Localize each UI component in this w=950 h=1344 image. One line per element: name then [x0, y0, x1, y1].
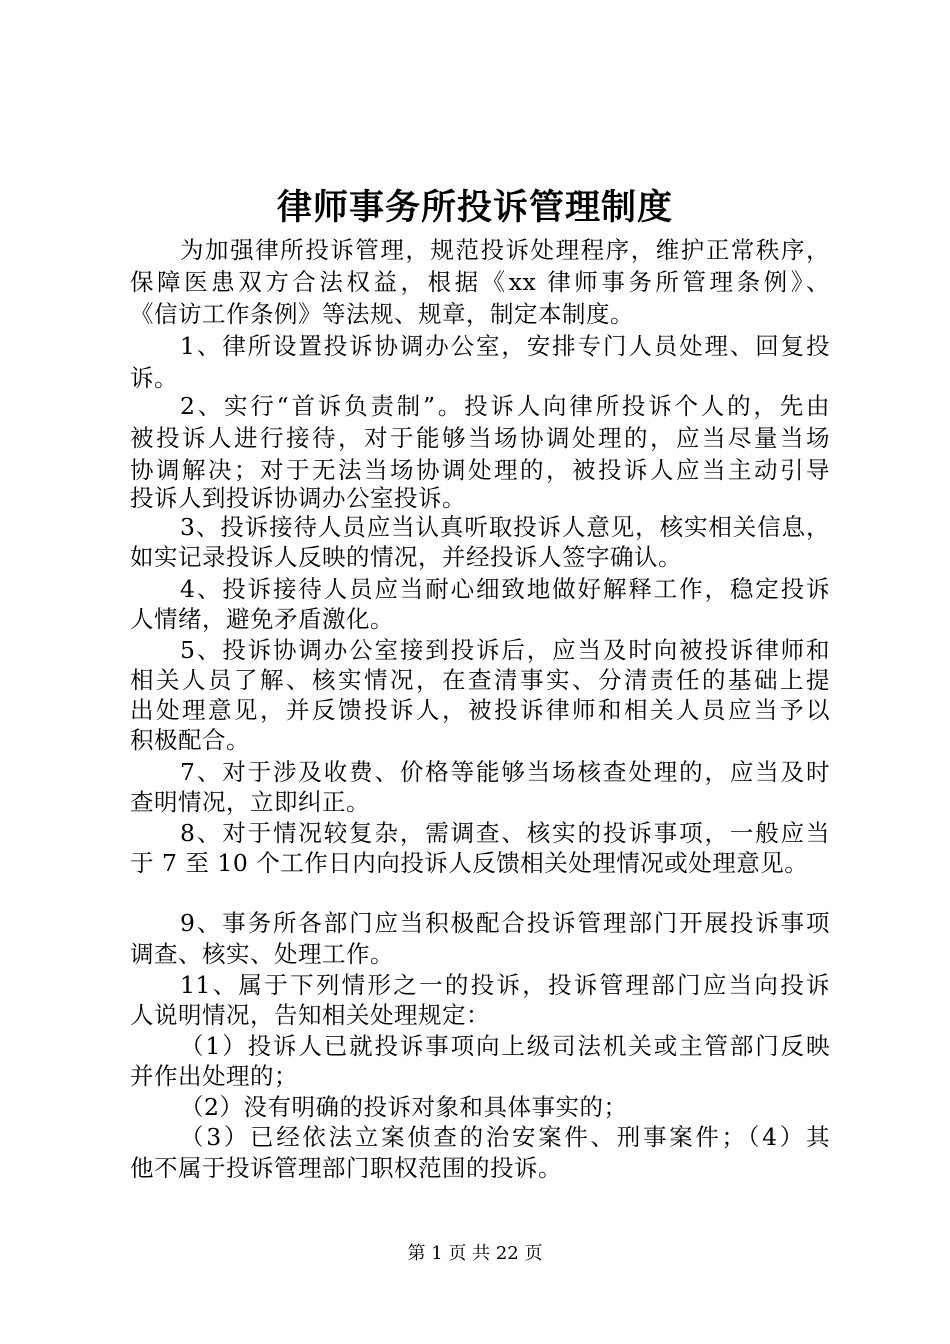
text-line: 被投诉人进行接待，对于能够当场协调处理的，应当尽量当场 [130, 424, 830, 452]
text-line: 人说明情况，告知相关处理规定： [130, 1001, 490, 1029]
text-line: 1、律所设置投诉协调办公室，安排专门人员处理、回复投 [180, 332, 830, 360]
text-line: 5、投诉协调办公室接到投诉后，应当及时向被投诉律师和 [180, 636, 830, 664]
text-line: 11、属于下列情形之一的投诉，投诉管理部门应当向投诉 [180, 971, 830, 999]
text-line: （1）投诉人已就投诉事项向上级司法机关或主管部门反映 [180, 1032, 830, 1060]
text-line: 协调解决；对于无法当场协调处理的，被投诉人应当主动引导 [130, 456, 830, 484]
text-line: 2、实行“首诉负责制”。投诉人向律所投诉个人的，先由 [180, 392, 830, 420]
text-line: 诉。 [130, 364, 178, 392]
text-line: 如实记录投诉人反映的情况，并经投诉人签字确认。 [130, 543, 682, 571]
page-number-footer: 第 1 页 共 22 页 [407, 1243, 543, 1264]
text-line: 8、对于情况较复杂，需调查、核实的投诉事项，一般应当 [180, 819, 830, 847]
text-line: 7、对于涉及收费、价格等能够当场核查处理的，应当及时 [180, 758, 830, 786]
text-line: 他不属于投诉管理部门职权范围的投诉。 [130, 1154, 562, 1182]
text-line: 相关人员了解、核实情况，在查清事实、分清责任的基础上提 [130, 666, 830, 694]
text-line: 人情绪，避免矛盾激化。 [130, 605, 394, 633]
text-line: 于 7 至 10 个工作日内向投诉人反馈相关处理情况或处理意见。 [130, 849, 809, 877]
text-line: 积极配合。 [130, 726, 250, 754]
text-line: 并作出处理的； [130, 1062, 298, 1090]
text-line: 3、投诉接待人员应当认真听取投诉人意见，核实相关信息， [180, 513, 830, 541]
text-line: 查明情况，立即纠正。 [130, 788, 370, 816]
text-line: 出处理意见，并反馈投诉人，被投诉律师和相关人员应当予以 [130, 696, 830, 724]
text-line: 9、事务所各部门应当积极配合投诉管理部门开展投诉事项 [180, 909, 830, 937]
document-title: 律师事务所投诉管理制度 [276, 187, 673, 228]
text-line: 投诉人到投诉协调办公室投诉。 [130, 484, 466, 512]
text-line: 《信访工作条例》等法规、规章，制定本制度。 [130, 300, 634, 328]
text-line: 为加强律所投诉管理，规范投诉处理程序，维护正常秩序， [180, 236, 830, 264]
text-line: （3）已经依法立案侦查的治安案件、刑事案件；（4）其 [180, 1123, 830, 1151]
text-line: 保障医患双方合法权益，根据《xx 律师事务所管理条例》、 [130, 268, 830, 296]
text-line: （2）没有明确的投诉对象和具体事实的； [180, 1093, 628, 1121]
text-line: 4、投诉接待人员应当耐心细致地做好解释工作，稳定投诉 [180, 575, 830, 603]
text-line: 调查、核实、处理工作。 [130, 940, 394, 968]
